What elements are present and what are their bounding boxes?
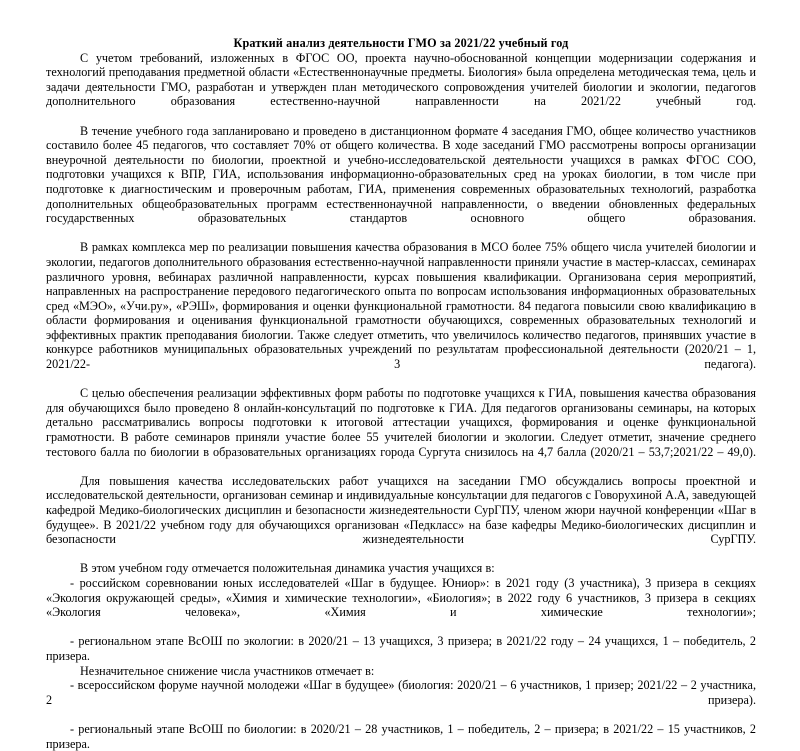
paragraph-quality-measures: В рамках комплекса мер по реализации повышения качества образования в МСО более 75% общего числа учителей биологии и экологии, педагогов дополнительного образования естественно-научной направленности приняли участие в мастер-классах, семинарах различного уровня, вебинарах различной направленности, курсах повышения квалификации. Организована серия мероприятий, направленных на распространение передового педагогического опыта по вопросам использования информационных образовательных сред «МЭО», «Учи.ру», «РЭШ», формирования и оценки функциональной грамотности. 84 педагога повысили свою квалификацию в области формирования и оценивания функциональной грамотности обучающихся, современных образовательных технологий и эффективных практик преподавания биологии. Также следует отметить, что увеличилось количество педагогов, принявших участие в конкурсе работников муниципальных образовательных учреждений по результатам профессиональной деятельности (2020/21 – 1, 2021/22- 3 педагога). <box>46 240 756 372</box>
page-title: Краткий анализ деятельности ГМО за 2021/22 учебный год <box>233 36 569 50</box>
paragraph-gmo-sessions: В течение учебного года запланировано и проведено в дистанционном формате 4 заседания ГМО, общее количество участников составило более 45 педагогов, что составляет 70% от общего количества. В ходе заседаний ГМО рассмотрены вопросы организации внеурочной деятельности по биологии, проектной и учебно-исследовательской деятельности учащихся в рамках ФГОС СОО, подготовки учащихся к ВПР, ГИА, использования информационно-образовательных сред на уроках биологии, в том числе при подготовке к диагностическим и проверочным работам, ГИА, применения современных образовательных технологий, разработка дополнительных общеобразовательных программ естественнонаучной направленности, о введении обновленных федеральных государственных образовательных стандартов основного общего образования. <box>46 123 756 226</box>
bullet-forum-scientific-youth: - всероссийском форуме научной молодежи «Шаг в будущее» (биология: 2020/21 – 6 участников, 1 призер; 2021/22 – 2 участника, 2 призера). <box>46 678 756 707</box>
paragraph-positive-dynamics-intro: В этом учебном году отмечается положительная динамика участия учащихся в: <box>80 561 495 576</box>
bullet-vsosh-biology: - региональный этапе ВсОШ по биологии: в 2020/21 – 28 участников, 1 – победитель, 2 – призера; в 2021/22 – 15 участников, 2 призера. <box>46 721 756 751</box>
bullet-shag-v-budushee-junior: - российском соревновании юных исследователей «Шаг в будущее. Юниор»: в 2021 году (3 участника), 3 призера в секциях «Экология окружающей среды», «Химия и химические технологии», «Биология»; в 2022 году 6 участников, 3 призера в секциях «Экология человека», «Химия и химические технологии»; <box>46 575 756 620</box>
paragraph-decline-intro: Незначительное снижение числа участников отмечает в: <box>80 663 375 678</box>
document-body <box>46 36 756 751</box>
bullet-vsosh-ecology: - региональном этапе ВсОШ по экологии: в 2020/21 – 13 учащихся, 3 призера; в 2021/22 году – 24 учащихся, 1 – победитель, 2 призера. <box>46 634 756 663</box>
paragraph-gia-consultations: С целью обеспечения реализации эффективных форм работы по подготовке учащихся к ГИА, повышения качества образования для обучающихся было проведено 8 онлайн-консультаций по подготовке к ГИА. Для педагогов организованы семинары, на которых детально рассматривались вопросы подготовки к итоговой аттестации учащихся, формирования и оценке функциональной грамотности. В работе семинаров приняли участие более 55 учителей биологии и экологии. Следует отметит, значение среднего тестового балла по биологии в образовательных организациях города Сургута снизилось на 4,7 балла (2020/21 – 53,7;2021/22 – 49,0). <box>46 386 756 459</box>
paragraph-requirements-fgos: С учетом требований, изложенных в ФГОС ОО, проекта научно-обоснованной концепции модернизации содержания и технологий преподавания предметной области «Естественнонаучные предметы. Биология» была определена методическая тема, цель и задачи деятельности ГМО, разработан и утвержден план методического сопровождения учителей биологии и экологии, педагогов дополнительного образования естественно-научной направленности на 2021/22 учебный год. <box>46 50 756 109</box>
paragraph-research-works: Для повышения качества исследовательских работ учащихся на заседании ГМО обсуждались вопросы проектной и исследовательской деятельности, организован семинар и индивидуальные консультации для педагогов с Говорухиной А.А, заведующей кафедрой Медико-биологических дисциплин и безопасности жизнедеятельности СурГПУ, членом жюри научной конференции «Шаг в будущее». В 2021/22 учебном году для обучающихся организован «Педкласс» на базе кафедры Медико-биологических дисциплин и безопасности жизнедеятельности СурГПУ. <box>46 473 756 547</box>
